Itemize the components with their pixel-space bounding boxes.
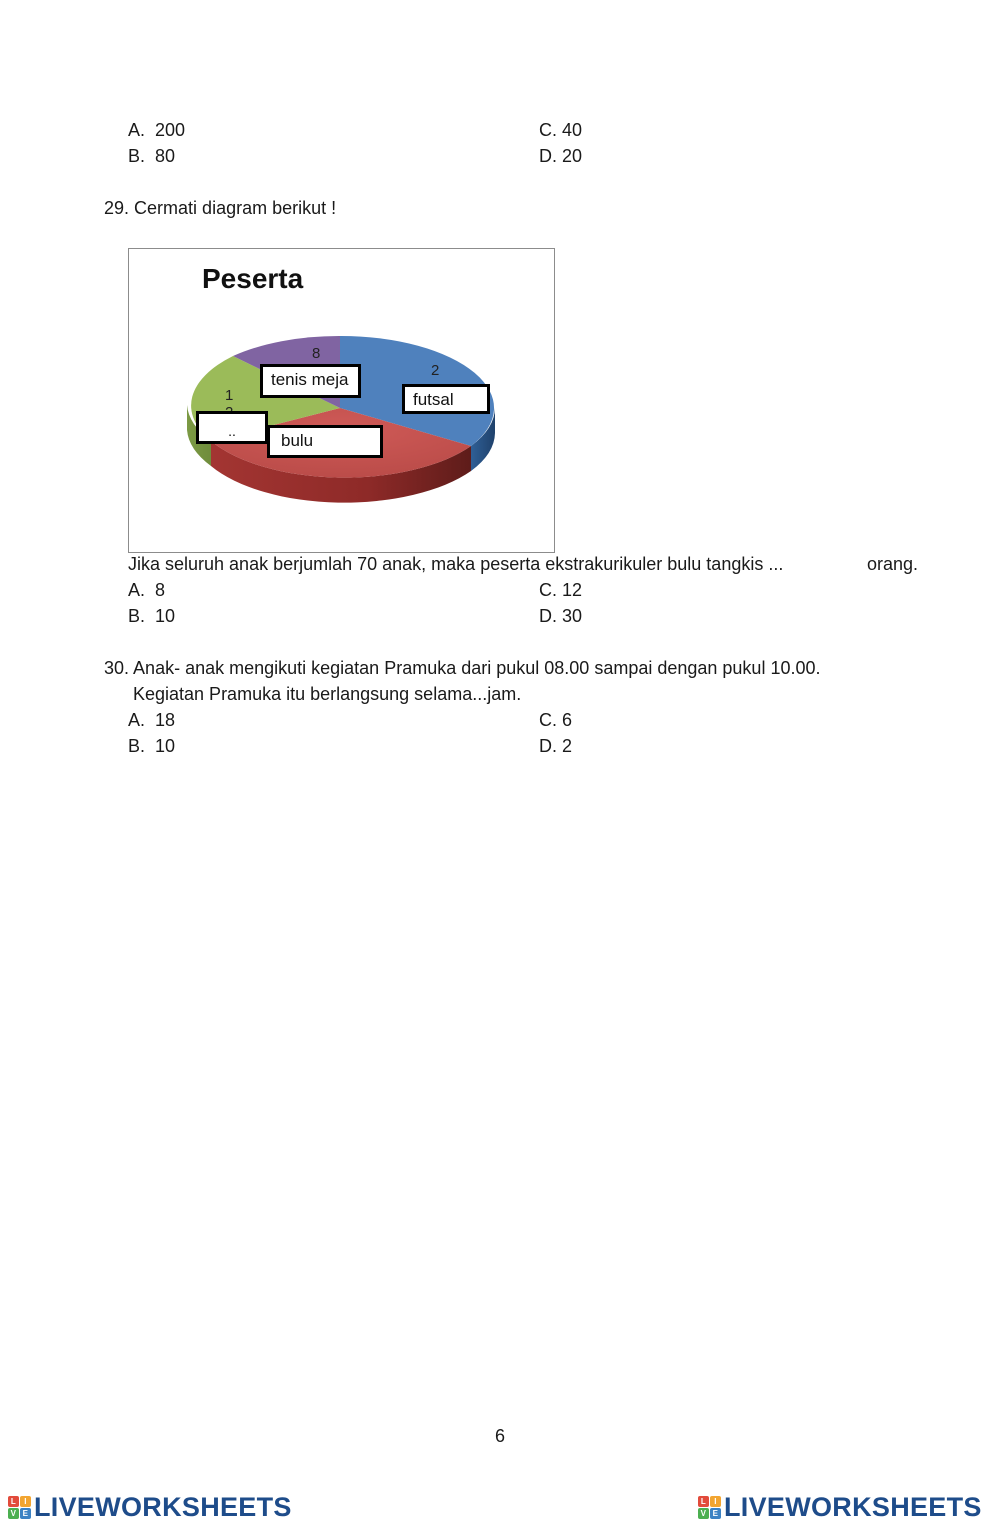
brand-logo-left[interactable] [8, 1492, 292, 1522]
option-label: D. [539, 736, 557, 756]
option-label: A. [128, 710, 146, 730]
q29-heading [104, 197, 336, 219]
brand-text: LIVEWORKSHEETS [34, 1491, 292, 1522]
q28-option-d[interactable] [539, 145, 582, 167]
option-text: 2 [562, 736, 573, 756]
option-text: 200 [155, 120, 186, 140]
option-text: 40 [562, 120, 583, 140]
q29-option-d[interactable] [539, 605, 582, 627]
q29-question-end: orang. [867, 554, 919, 574]
option-text: 10 [155, 736, 176, 756]
q30-line2: Kegiatan Pramuka itu berlangsung selama...jam. [133, 684, 522, 704]
option-label: B. [128, 606, 146, 626]
chart-title: Peserta [202, 263, 304, 294]
option-text: 12 [562, 580, 583, 600]
question-number: 29. [104, 198, 130, 218]
question-text: Anak- anak mengikuti kegiatan Pramuka dari pukul 08.00 sampai dengan pukul 10.00. [133, 658, 821, 678]
q30-option-a[interactable] [128, 709, 175, 731]
question-number: 30. [104, 658, 130, 678]
value-label-green-1: 1 [225, 387, 234, 404]
option-label: D. [539, 606, 557, 626]
brand-logo-right[interactable] [698, 1492, 982, 1522]
option-text: 8 [155, 580, 166, 600]
option-label: B. [128, 736, 146, 756]
q29-question-text: Jika seluruh anak berjumlah 70 anak, maka peserta ekstrakurikuler bulu tangkis ... [128, 554, 784, 574]
brand-text: LIVEWORKSHEETS [724, 1491, 982, 1522]
q30-option-b[interactable] [128, 735, 175, 757]
q28-option-c[interactable] [539, 119, 582, 141]
option-text: 18 [155, 710, 176, 730]
q30-line1 [104, 657, 820, 679]
q29-option-c[interactable] [539, 579, 582, 601]
option-label: A. [128, 580, 146, 600]
option-text: 80 [155, 146, 176, 166]
q28-option-a[interactable] [128, 119, 185, 141]
question-prompt: Cermati diagram berikut ! [134, 198, 337, 218]
q29-option-b[interactable] [128, 605, 175, 627]
q28-option-b[interactable] [128, 145, 175, 167]
page-number: 6 [494, 1426, 505, 1446]
label-box-futsal[interactable]: futsal [402, 384, 490, 414]
value-label-tenis-meja: 8 [312, 345, 321, 362]
option-label: C. [539, 710, 557, 730]
value-label-green-3: .. [228, 423, 236, 439]
answer-input-box[interactable] [196, 411, 268, 444]
option-text: 10 [155, 606, 176, 626]
value-label-futsal: 2 [431, 362, 440, 379]
option-label: C. [539, 580, 557, 600]
q30-option-c[interactable] [539, 709, 572, 731]
label-box-tenis-meja[interactable]: tenis meja [260, 364, 361, 398]
option-label: D. [539, 146, 557, 166]
q30-option-d[interactable] [539, 735, 572, 757]
option-label: C. [539, 120, 557, 140]
pie-chart [128, 248, 555, 553]
label-box-bulu[interactable]: bulu [267, 425, 383, 458]
option-text: 30 [562, 606, 583, 626]
pie-chart-svg [129, 249, 554, 552]
option-text: 20 [562, 146, 583, 166]
option-text: 6 [562, 710, 573, 730]
logo-grid-icon: L I V E [8, 1496, 31, 1519]
q29-option-a[interactable] [128, 579, 165, 601]
option-label: B. [128, 146, 146, 166]
logo-grid-icon: L I V E [698, 1496, 721, 1519]
option-label: A. [128, 120, 146, 140]
